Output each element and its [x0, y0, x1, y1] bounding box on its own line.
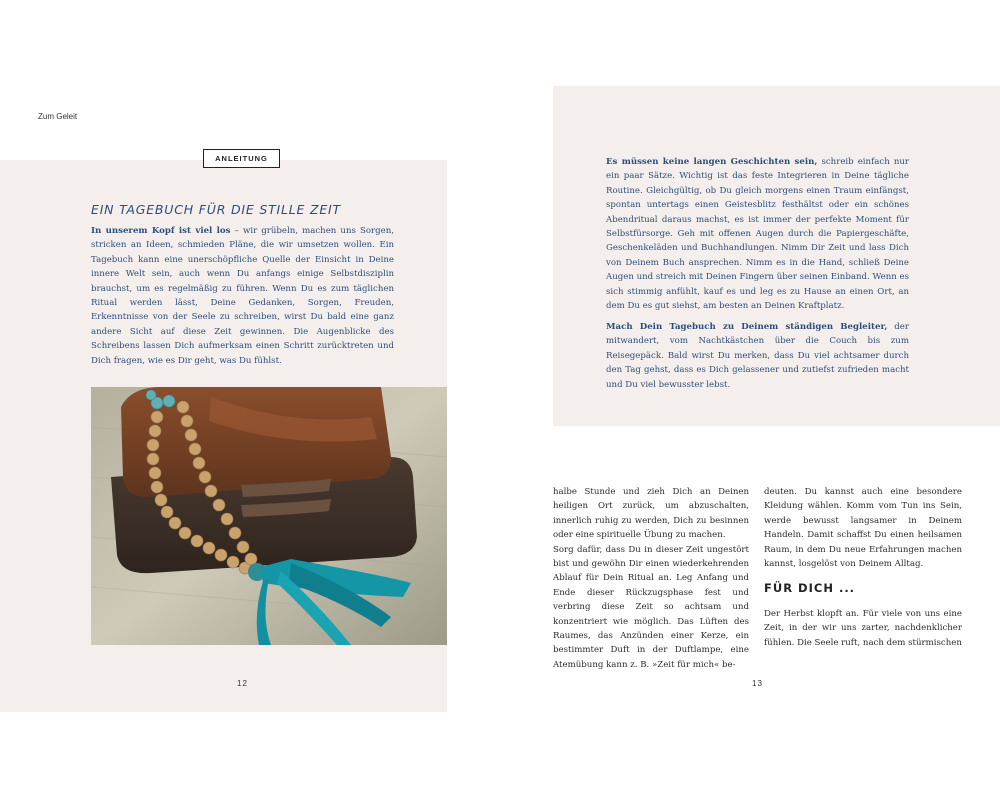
col1-paragraph-1: halbe Stunde und zieh Dich an Deinen heiligen Ort zurück, um abzuschalten, innerlich ruhig zu werden, Dich zu besinnen oder eine spirituelle Übung zu machen. [553, 487, 749, 541]
running-head: Zum Geleit [38, 112, 78, 121]
page-number-left: 12 [237, 679, 248, 688]
para2-text: der mitwandert, vom Nachtkästchen über die Couch bis zum Reisegepäck. Bald wirst Du merken, dass Du viel achtsamer durch den Tag gehst, dass es Dich gelassener und zutiefst zufrieden macht und Du viel bewusster lebst. [606, 322, 909, 390]
body-column-2 [764, 485, 962, 571]
body-column-2-continued [764, 607, 962, 650]
body-column-1 [553, 485, 749, 672]
col2-paragraph-2: Der Herbst klopft an. Für viele von uns eine Zeit, in der wir uns zarter, nachdenklicher fühlen. Die Seele ruft, nach dem stürmischen [764, 609, 962, 648]
para1-lead: Es müssen keine langen Geschichten sein, [606, 157, 818, 167]
page-number-right: 13 [752, 679, 763, 688]
subheading: FÜR DICH ... [764, 581, 856, 595]
journal-photo [91, 387, 447, 645]
col1-paragraph-2: Sorg dafür, dass Du in dieser Zeit ungestört bist und gewöhn Dir einen wiederkehrenden Ablauf für Dein Ritual an. Leg Anfang und Ende dieser Rückzugsphase fest und verbring diese Zeit so achtsam und konzentriert wie möglich. Das Lüften des Raumes, das Anzünden einer Kerze, ein bestimmter Duft in der Duftlampe, eine Atemübung kann z. B. »Zeit für mich« be- [553, 544, 749, 670]
intro-lead: In unserem Kopf ist viel los [91, 226, 231, 236]
intro-text: – wir grübeln, machen uns Sorgen, stricken an Ideen, schmieden Pläne, die wir umsetzen wollen. Ein Tagebuch kann eine unerschöpfliche Quelle der Einsicht in Deine innere Welt sein, auch wenn Du anfangs einige Selbstdisziplin brauchst, um es regelmäßig zu führen. Wenn Du es zum täglichen Ritual werden lässt, Deine Gedanken, Sorgen, Freuden, Erkenntnisse von der Seele zu schreiben, wirst Du bald eine ganz andere Sicht auf diese Zeit gewinnen. Die Augenblicke des Schreibens lassen Dich aufmerksam einen Schritt zurücktreten und Dich fragen, wie es Dir geht, was Du fühlst. [91, 226, 395, 366]
right-paragraph-2 [606, 320, 909, 392]
para2-lead: Mach Dein Tagebuch zu Deinem ständigen Begleiter, [606, 322, 888, 332]
page-heading: EIN TAGEBUCH FÜR DIE STILLE ZEIT [91, 202, 341, 217]
intro-paragraph [91, 224, 394, 368]
para1-text: schreib einfach nur ein paar Sätze. Wichtig ist das feste Integrieren in Deine tägliche Routine. Gleichgültig, ob Du gleich morgens einen Traum einfängst, spontan untertags einen Geistesblitz festhältst oder ein schönes Abendritual daraus machst, es ist immer der perfekte Moment für Selbstfürsorge. Geh mit offenen Augen durch die Papiergeschäfte, Geschenkeläden und Buchhandlungen. Nimm Dir Zeit und lass Dich von Deinem Buch ansprechen. Nimm es in die Hand, schließ Deine Augen und streich mit Deinen Fingern über seinen Einband. Wenn es sich stimmig anfühlt, kauf es und leg es zu Hause an einen Ort, an dem Du es gut siehst, am besten an Deinen Kraftplatz. [606, 157, 909, 312]
col2-paragraph-1: deuten. Du kannst auch eine besondere Kleidung wählen. Komm vom Tun ins Sein, werde bewusst langsamer in Deinem Handeln. Damit schaffst Du einen heilsamen Raum, in dem Du neue Erfahrungen machen kannst, losgelöst von Deinem Alltag. [764, 487, 962, 570]
section-tag: ANLEITUNG [203, 149, 280, 168]
right-paragraph-1 [606, 155, 909, 313]
